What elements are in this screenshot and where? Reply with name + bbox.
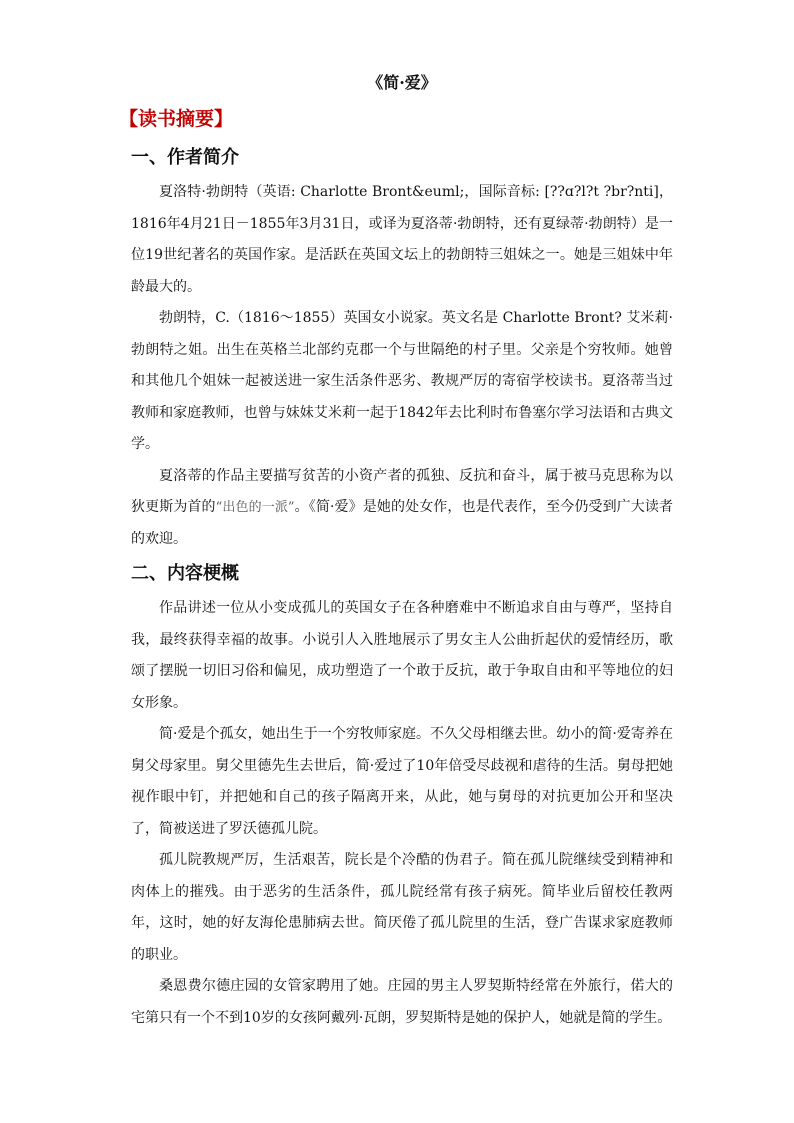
document-page [119,67,674,1034]
document-title: 《简·爱》 [367,73,437,92]
paragraph: 孤儿院教规严厉，生活艰苦，院长是个冷酷的伪君子。简在孤儿院继续受到精神和肉体上的摧残。由于恶劣的生活条件，孤儿院经常有孩子病死。简毕业后留校任教两年，这时，她的好友海伦患肺病去世。简厌倦了孤儿院里的生活，登广告谋求家庭教师的职业。 [131,852,673,963]
quoted-phrase: “出色的一派” [215,500,295,515]
paragraph: 勃朗特，C.（1816～1855）英国女小说家。英文名是 Charlotte Bront? 艾米莉·勃朗特之姐。出生在英格兰北部约克郡一个与世隔绝的村子里。父亲是个穷牧师。她曾和其他几个姐妹一起被送进一家生活条件恶劣、教规严厉的寄宿学校读书。夏洛蒂当过教师和家庭教师，也曾与妹妹艾米莉一起于1842年去比利时布鲁塞尔学习法语和古典文学。 [131,310,673,452]
paragraph: 夏洛特·勃朗特（英语: Charlotte Bront&euml;，国际音标: [??ɑ?l?t ?br?nti]，1816年4月21日－1855年3月31日，或译为夏洛蒂·勃朗特，还有夏绿蒂·勃朗特）是一位19世纪著名的英国作家。是活跃在英国文坛上的勃朗特三姐妹之一。她是三姐妹中年龄最大的。 [131,184,673,295]
paragraph: 作品讲述一位从小变成孤儿的英国女子在各种磨难中不断追求自由与尊严，坚持自我，最终获得幸福的故事。小说引人入胜地展示了男女主人公曲折起伏的爱情经历，歌颂了摆脱一切旧习俗和偏见，成功塑造了一个敢于反抗，敢于争取自由和平等地位的妇女形象。 [131,600,673,711]
paragraph [131,461,673,556]
section-heading-summary: 二、内容梗概 [131,563,239,584]
reading-notes-heading: 【读书摘要】 [119,108,234,130]
paragraph: 桑恩费尔德庄园的女管家聘用了她。庄园的男主人罗契斯特经常在外旅行，偌大的宅第只有一个不到10岁的女孩阿戴列·瓦朗，罗契斯特是她的保护人，她就是简的学生。 [131,978,673,1026]
section-heading-author: 一、作者简介 [131,147,239,168]
paragraph-text: 。《简·爱》是她的处女作，也是代表作，至今仍受到广大读者的欢迎。 [131,499,674,547]
paragraph-text: 夏洛蒂的作品主要描写贫苦的小资产者的孤独、反抗和奋斗，属于被马克思称为以狄更斯为首的 [131,467,673,515]
paragraph: 简·爱是个孤女，她出生于一个穷牧师家庭。不久父母相继去世。幼小的简·爱寄养在舅父母家里。舅父里德先生去世后，简·爱过了10年倍受尽歧视和虐待的生活。舅母把她视作眼中钉，并把她和自己的孩子隔离开来，从此，她与舅母的对抗更加公开和坚决了，简被送进了罗沃德孤儿院。 [131,726,673,837]
